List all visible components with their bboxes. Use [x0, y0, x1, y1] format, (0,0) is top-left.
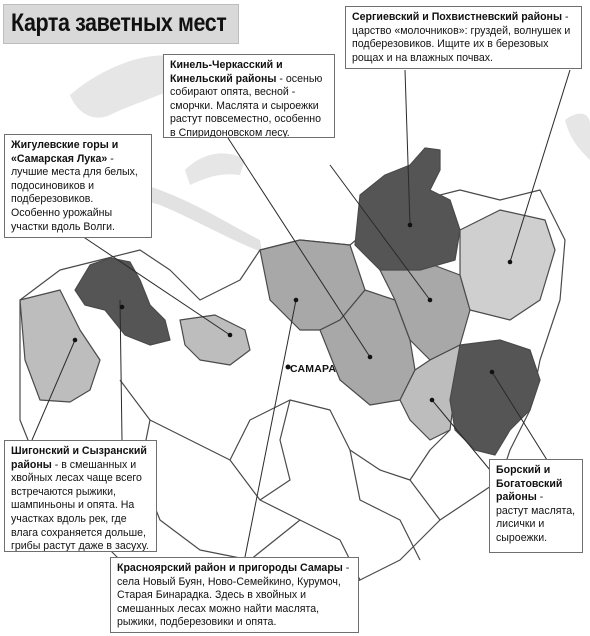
map-title: Карта заветных мест: [3, 4, 239, 44]
callout-kinel-title: Кинель-Черкасский и Кинельский районы: [170, 59, 283, 85]
callout-borsky: [489, 459, 583, 553]
region-sergievsk-dark: [355, 148, 460, 270]
callout-kinel: [163, 54, 335, 138]
callout-krasnoyarsk-text: - села Новый Буян, Ново-Семейкино, Курумоч, Старая Бинарадка. Здесь в хвойных и смешанных лесах можно найти маслята, рыжики, подберезовики и опята.: [117, 562, 350, 629]
callout-zhiguli-text: - лучшие места для белых, подосиновиков и подберезовиков. Особенно урожайны участки вдоль Волги.: [11, 152, 138, 233]
callout-zhiguli: [4, 134, 152, 238]
callout-shigony-text: - в смешанных и хвойных лесах чаще всего встречаются рыжики, шампиньоны и опята. На участках вдоль рек, где влага сохраняется дольше, грибы растут даже в засуху.: [11, 458, 149, 552]
callout-zhiguli-title: Жигулевские горы и «Самарская Лука»: [11, 139, 119, 165]
callout-sergievsk-text: - царство «молочников»: груздей, волнушек и подберезовиков. Ищите их в березовых рощах и на влажных почвах.: [352, 11, 571, 64]
callout-borsky-title: Борский и Богатовский районы: [496, 464, 563, 504]
callout-krasnoyarsk-title: Красноярский район и пригороды Самары: [117, 562, 343, 574]
city-label-samara: САМАРА: [290, 363, 337, 375]
callout-sergievsk: [345, 6, 582, 69]
callout-shigony-title: Шигонский и Сызранский районы: [11, 445, 147, 471]
callout-borsky-text: - растут маслята, лисички и сыроежки.: [496, 491, 576, 544]
callout-shigony: [4, 440, 157, 552]
callout-sergievsk-title: Сергиевский и Похвистневский районы: [352, 11, 563, 23]
callout-kinel-text: - осенью собирают опята, весной - сморчки. Маслята и сыроежки растут повсеместно, особенно в Спиридоновском лесу.: [170, 72, 323, 138]
callout-krasnoyarsk: [110, 557, 359, 633]
